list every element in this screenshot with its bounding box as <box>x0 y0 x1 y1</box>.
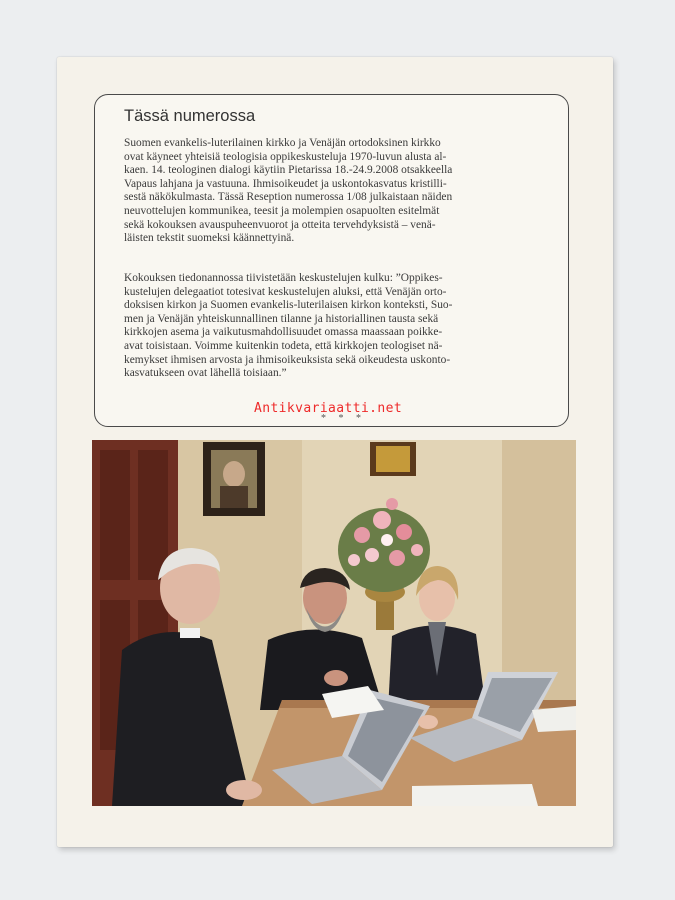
meeting-photo <box>92 440 576 806</box>
info-box <box>94 94 569 427</box>
separator-stars: * * * <box>321 413 366 424</box>
intro-paragraph: Suomen evankelis-luterilainen kirkko ja Venäjän ortodoksinen kirkko ovat käyneet yhteisiä teologisia oppikeskusteluja 1970-luvun alusta al- kaen. 14. teologinen dialogi käytiin Pietarissa 18.-24.9.2008 otsakkeella Vapaus lahjana ja vastuuna. Ihmisoikeudet ja uskontokasvatus kristilli- sestä näkökulmasta. Tässä Reseption numerossa 1/08 julkaistaan näiden neuvottelujen kommunikea, teesit ja molempien osapuolten esitelmät sekä kokouksen avauspuheenvuorot ja otteita tervehdyksistä – venä- läisten tekstit suomeksi käännettyinä. <box>124 137 453 245</box>
box-title: Tässä numerossa <box>124 107 256 125</box>
watermark-text: Antikvariaatti.net <box>254 401 403 416</box>
communique-paragraph: Kokouksen tiedonannossa tiivistetään keskustelujen kulku: ”Oppikes- kustelujen delegaatiot totesivat keskustelujen aluksi, että Venäjän orto- doksisen kirkon ja Suomen evankelis-luterilaisen kirkon konteksti, Suo- men ja Venäjän yhteiskunnallinen tilanne ja historiallinen tausta sekä kirkkojen asema ja vaikutusmahdollisuudet omassa maassaan poikke- avat toisistaan. Voimme kuitenkin todeta, että kirkkojen teologiset nä- kemykset ihmisen arvosta ja ihmisoikeuksista sekä oikeudesta uskonto- kasvatukseen ovat lähellä toisiaan.” <box>124 272 453 380</box>
meeting-photo-illustration <box>92 440 576 806</box>
book-back-cover <box>57 57 613 847</box>
